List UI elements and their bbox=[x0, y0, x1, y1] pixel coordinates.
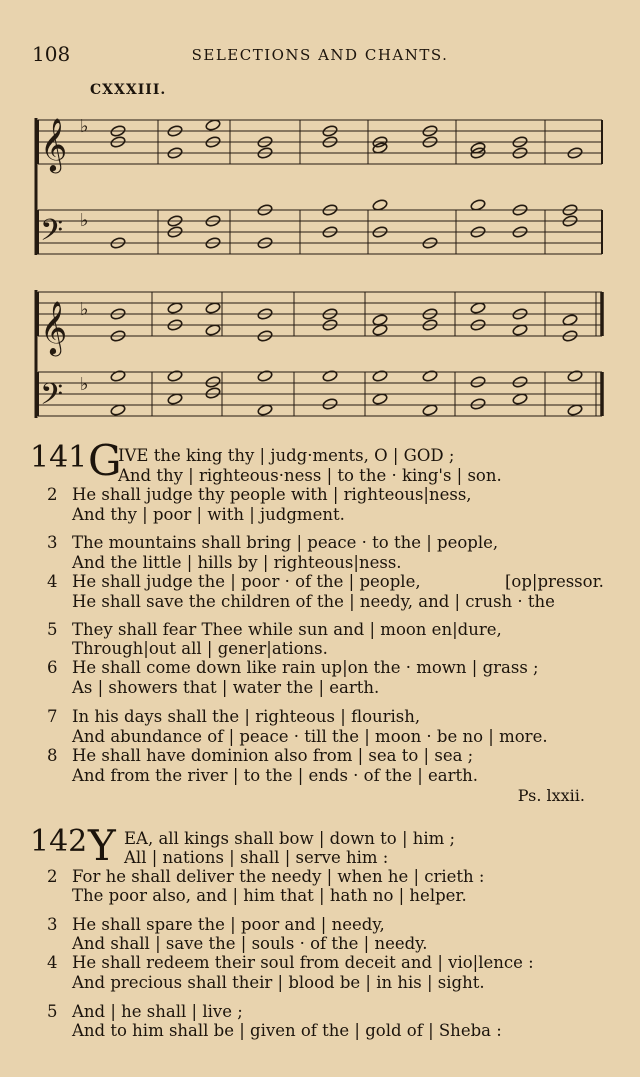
score-clefs bbox=[40, 116, 89, 419]
text-line: Through|out all | gener|ations. bbox=[72, 639, 328, 658]
note-head bbox=[322, 398, 338, 411]
bass-clef-icon: 𝄢 bbox=[40, 378, 64, 419]
chant-score bbox=[0, 0, 640, 440]
text-line: He shall have dominion also from | sea to | sea ; bbox=[72, 746, 474, 765]
text-line: And abundance of | peace · till the | moon · be no | more. bbox=[72, 727, 548, 746]
text-line: And | he shall | live ; bbox=[72, 1002, 243, 1021]
text-line: IVE the king thy | judg·ments, O | GOD ; bbox=[118, 446, 455, 465]
text-line: He shall redeem their soul from deceit and | vio|lence : bbox=[72, 953, 534, 972]
running-head: SELECTIONS AND CHANTS. bbox=[191, 46, 449, 64]
verse-number: 3 bbox=[47, 915, 58, 934]
text-line: He shall spare the | poor and | needy, bbox=[72, 915, 385, 934]
text-line: As | showers that | water the | earth. bbox=[72, 678, 380, 697]
note-head bbox=[110, 370, 126, 383]
text-line: The poor also, and | him that | hath no | helper. bbox=[72, 886, 467, 905]
verse-number: 4 bbox=[47, 572, 58, 591]
text-line: And thy | righteous·ness | to the · king's | son. bbox=[118, 466, 502, 485]
drop-cap: G bbox=[88, 436, 122, 485]
text-line: And thy | poor | with | judgment. bbox=[72, 505, 345, 524]
text-line: All | nations | shall | serve him : bbox=[124, 848, 389, 867]
flat-icon: ♭ bbox=[80, 374, 89, 395]
psalm-number: 142 bbox=[30, 824, 88, 859]
verse-number: 5 bbox=[47, 1002, 58, 1021]
text-line: He shall save the children of the | needy, and | crush · the bbox=[72, 592, 555, 611]
text-line: The mountains shall bring | peace · to the | people, bbox=[72, 533, 499, 552]
treble-clef-icon: 𝄞 bbox=[40, 300, 68, 354]
text-line: And the little | hills by | righteous|ness. bbox=[72, 553, 402, 572]
note-head bbox=[167, 370, 183, 383]
score-staves bbox=[36, 118, 602, 418]
source-reference: Ps. lxxii. bbox=[517, 786, 585, 805]
note-head bbox=[205, 376, 221, 389]
verse-number: 3 bbox=[47, 533, 58, 552]
verse-number: 2 bbox=[47, 867, 58, 886]
note-head bbox=[322, 370, 338, 383]
text-line: EA, all kings shall bow | down to | him ; bbox=[124, 829, 456, 848]
text-line: And precious shall their | blood be | in his | sight. bbox=[72, 973, 485, 992]
note-head bbox=[567, 370, 583, 383]
flat-icon: ♭ bbox=[80, 299, 89, 320]
text-line: And to him shall be | given of the | gold of | Sheba : bbox=[72, 1021, 502, 1040]
note-head bbox=[512, 376, 528, 389]
bass-clef-icon: 𝄢 bbox=[40, 214, 64, 255]
text-line: He shall judge thy people with | righteous|ness, bbox=[72, 485, 472, 504]
chant-number: CXXXIII. bbox=[90, 82, 167, 98]
page-number: 108 bbox=[32, 42, 71, 66]
text-line: For he shall deliver the needy | when he | crieth : bbox=[72, 867, 485, 886]
note-head bbox=[422, 370, 438, 383]
verse-number: 7 bbox=[47, 707, 58, 726]
note-head bbox=[257, 370, 273, 383]
verse-number: 8 bbox=[47, 746, 58, 765]
text-line: And from the river | to the | ends · of the | earth. bbox=[72, 766, 479, 785]
drop-cap: Y bbox=[88, 821, 116, 870]
treble-clef-icon: 𝄞 bbox=[40, 117, 68, 171]
text-line: He shall come down like rain up|on the · mown | grass ; bbox=[72, 658, 539, 677]
verse-number: 6 bbox=[47, 658, 58, 677]
verse-number: 2 bbox=[47, 485, 58, 504]
verse-number: 5 bbox=[47, 620, 58, 639]
note-head bbox=[470, 376, 486, 389]
flat-icon: ♭ bbox=[80, 116, 89, 137]
verse-number: 4 bbox=[47, 953, 58, 972]
note-head bbox=[205, 387, 221, 400]
text-line: [op|pressor. bbox=[505, 572, 604, 591]
text-line: He shall judge the | poor · of the | people, bbox=[72, 572, 421, 591]
text-line: And shall | save the | souls · of the | needy. bbox=[72, 934, 428, 953]
note-head bbox=[470, 398, 486, 411]
flat-icon: ♭ bbox=[80, 210, 89, 231]
text-line: In his days shall the | righteous | flourish, bbox=[72, 707, 421, 726]
note-head bbox=[372, 370, 388, 383]
psalm-number: 141 bbox=[30, 440, 88, 475]
text-line: They shall fear Thee while sun and | moon en|dure, bbox=[72, 620, 502, 639]
